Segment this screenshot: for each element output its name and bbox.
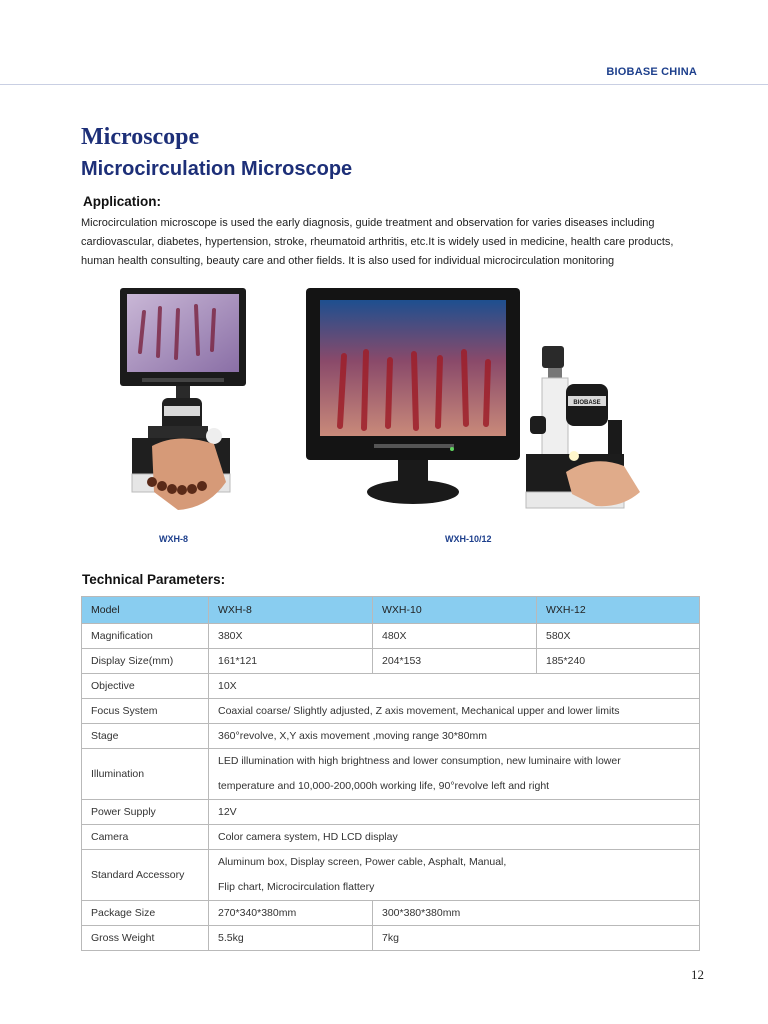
header-cell-wxh-12: WXH-12 <box>537 597 700 624</box>
row-label: Camera <box>82 825 209 850</box>
table-cell <box>209 850 700 901</box>
product-image-wxh-8 <box>118 286 248 522</box>
row-label: Gross Weight <box>82 926 209 951</box>
table-row <box>82 749 700 800</box>
application-heading: Application: <box>83 194 161 209</box>
table-row <box>82 850 700 901</box>
table-row <box>82 724 700 749</box>
application-text <box>81 214 701 271</box>
header-cell-wxh-10: WXH-10 <box>373 597 537 624</box>
brand-label: BIOBASE CHINA <box>606 66 697 78</box>
table-cell: 161*121 <box>209 649 373 674</box>
table-cell <box>209 749 700 800</box>
table-cell: 270*340*380mm <box>209 901 373 926</box>
table-cell: 185*240 <box>537 649 700 674</box>
row-label: Illumination <box>82 749 209 800</box>
row-label: Stage <box>82 724 209 749</box>
caption-wxh-8: WXH-8 <box>159 534 188 544</box>
technical-parameters-heading: Technical Parameters: <box>82 572 226 587</box>
table-cell: 12V <box>209 800 700 825</box>
table-row <box>82 674 700 699</box>
table-row <box>82 800 700 825</box>
table-row <box>82 699 700 724</box>
table-row <box>82 825 700 850</box>
header-cell-wxh-8: WXH-8 <box>209 597 373 624</box>
header-cell-model: Model <box>82 597 209 624</box>
table-cell: 300*380*380mm <box>373 901 700 926</box>
page-title: Microscope <box>81 124 200 150</box>
row-label: Power Supply <box>82 800 209 825</box>
caption-wxh-10-12: WXH-10/12 <box>445 534 492 544</box>
table-row <box>82 624 700 649</box>
product-image-wxh-10-12 <box>304 286 649 512</box>
table-cell: Color camera system, HD LCD display <box>209 825 700 850</box>
table-cell: 480X <box>373 624 537 649</box>
table-cell: 360°revolve, X,Y axis movement ,moving range 30*80mm <box>209 724 700 749</box>
technical-parameters-table <box>81 596 700 951</box>
header-divider <box>0 84 768 85</box>
table-row <box>82 926 700 951</box>
table-cell: 380X <box>209 624 373 649</box>
row-label: Magnification <box>82 624 209 649</box>
cell-line: temperature and 10,000-200,000h working life, 90°revolve left and right <box>218 780 550 792</box>
table-header-row <box>82 597 700 624</box>
table-row <box>82 649 700 674</box>
table-cell: 204*153 <box>373 649 537 674</box>
application-line: human health consulting, beauty care and other fields. It is also used for individual microcirculation monitoring <box>81 255 615 267</box>
page-subtitle: Microcirculation Microscope <box>81 158 353 180</box>
application-line: Microcirculation microscope is used the early diagnosis, guide treatment and observation for varies diseases including <box>81 217 655 229</box>
table-cell: Coaxial coarse/ Slightly adjusted, Z axis movement, Mechanical upper and lower limits <box>209 699 700 724</box>
row-label: Display Size(mm) <box>82 649 209 674</box>
table-row <box>82 901 700 926</box>
table-cell: 7kg <box>373 926 700 951</box>
table-cell: 5.5kg <box>209 926 373 951</box>
row-label: Package Size <box>82 901 209 926</box>
cell-line: LED illumination with high brightness and lower consumption, new luminaire with lower <box>218 755 621 767</box>
cell-line: Aluminum box, Display screen, Power cable, Asphalt, Manual, <box>218 856 507 868</box>
page-number: 12 <box>691 967 704 982</box>
application-line: cardiovascular, diabetes, hypertension, stroke, rheumatoid arthritis, etc.It is widely used in medicine, health care products, <box>81 236 674 248</box>
row-label: Standard Accessory <box>82 850 209 901</box>
row-label: Objective <box>82 674 209 699</box>
table-cell: 580X <box>537 624 700 649</box>
device-brand-label: BIOBASE <box>573 400 601 406</box>
cell-line: Flip chart, Microcirculation flattery <box>218 881 375 893</box>
row-label: Focus System <box>82 699 209 724</box>
table-cell: 10X <box>209 674 700 699</box>
